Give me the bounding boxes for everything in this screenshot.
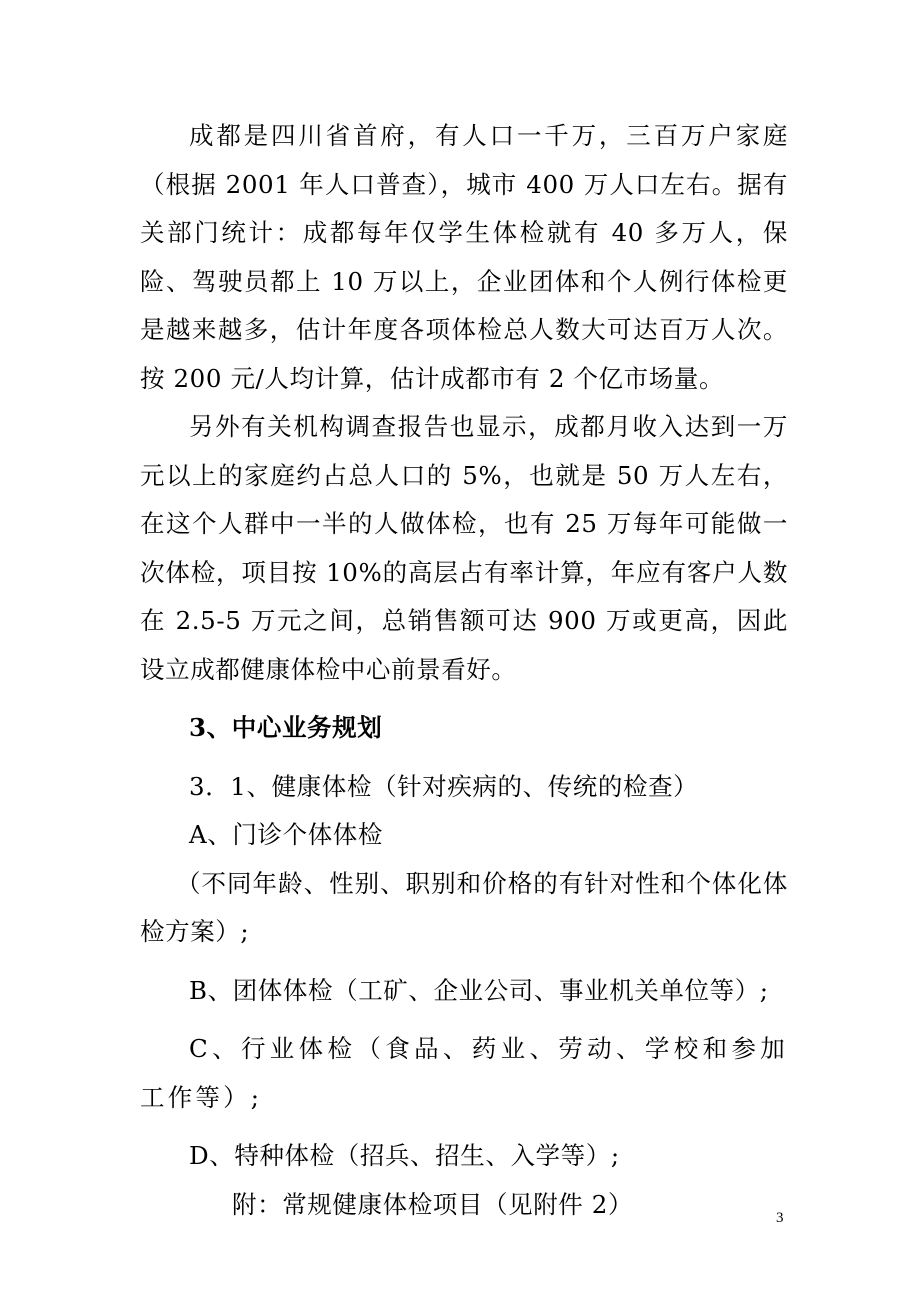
spacer bbox=[140, 694, 788, 704]
list-item-d: D、特种体检（招兵、招生、入学等）; bbox=[189, 1141, 620, 1170]
document-body bbox=[140, 112, 788, 1229]
spacer bbox=[140, 1015, 788, 1025]
paragraph-market-size: 成都是四川省首府，有人口一千万，三百万户家庭（根据 2001 年人口普查），城市 400 万人口左右。据有关部门统计：成都每年仅学生体检就有 40 多万人，保险、驾驶员都上 10 万以上，企业团体和个人例行体检更是越来越多，估计年度各项体检总人数大可达百万人次。按 200 元/人均计算，估计成都市有 2 个亿市场量。 bbox=[140, 121, 788, 393]
list-item-a-detail: （不同年龄、性别、职别和价格的有针对性和个体化体检方案）; bbox=[140, 868, 788, 946]
spacer bbox=[140, 1122, 788, 1132]
appendix-note: 附：常规健康体检项目（见附件 2） bbox=[232, 1189, 634, 1219]
list-item-b: B、团体体检（工矿、企业公司、事业机关单位等）; bbox=[189, 975, 769, 1005]
page-number: 3 bbox=[776, 1210, 784, 1226]
paragraph-income-survey: 另外有关机构调查报告也显示，成都月收入达到一万元以上的家庭约占总人口的 5%，也就是 50 万人左右，在这个人群中一半的人做体检，也有 25 万每年可能做一次体检，项目按 10%的高层占有率计算，年应有客户人数在 2.5-5 万元之间，总销售额可达 900 万或更高，因此设立成都健康体检中心前景看好。 bbox=[140, 412, 788, 684]
spacer bbox=[140, 957, 788, 967]
subsection-heading: 3．1、健康体检（针对疾病的、传统的检查） bbox=[189, 771, 699, 801]
spacer bbox=[140, 753, 788, 763]
list-item-c: C、行业体检（食品、药业、劳动、学校和参加工作等）; bbox=[140, 1034, 788, 1112]
section-heading: 3、中心业务规划 bbox=[189, 713, 383, 742]
list-item-a: A、门诊个体体检 bbox=[189, 820, 383, 849]
